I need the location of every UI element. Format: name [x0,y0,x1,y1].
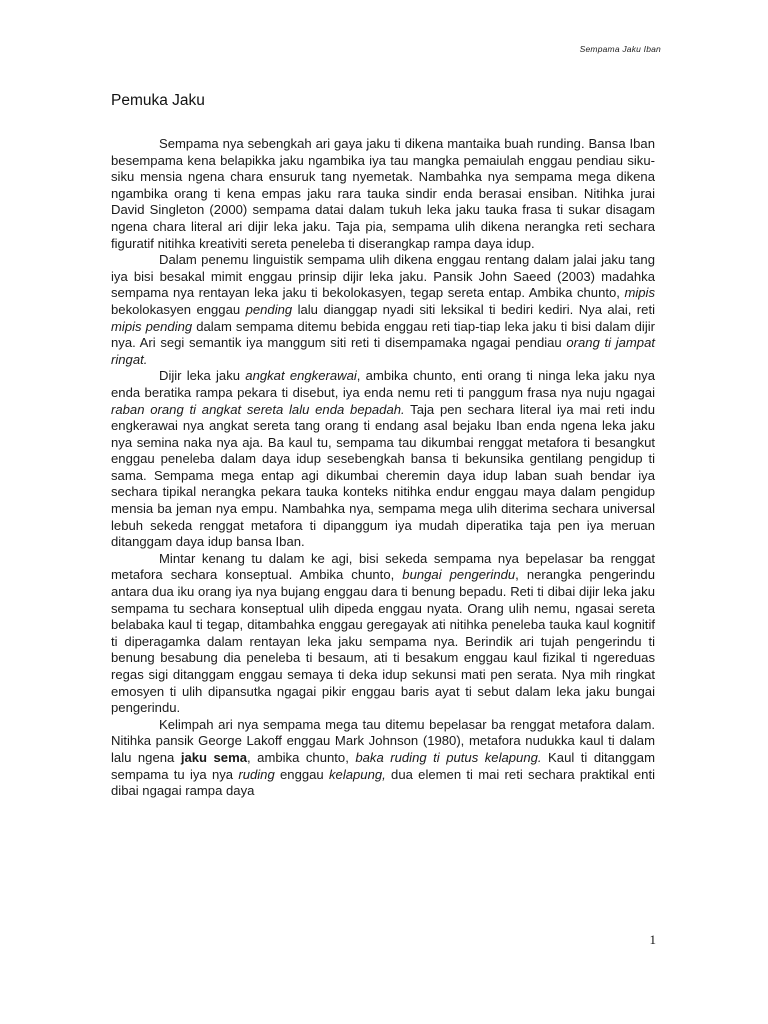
paragraph [111,136,655,252]
section-title: Pemuka Jaku [111,92,205,109]
body-text [111,136,655,800]
text-run: Dijir leka jaku [159,368,246,384]
paragraph [111,551,655,717]
text-run: enggau [274,766,329,782]
italic-term: mipis [624,285,655,301]
italic-term: baka ruding ti putus kelapung. [355,749,542,765]
text-run: Taja pen sechara literal iya mai reti indu engkerawai nya angkat sereta tang orang ti endang asal bejaku Iban enda ngena leka jaku nya semina naka nya aja. Ba kaul tu, sempama tau dikumbai renggat metafora ti besangkut enggau peneleba dalam daya idup sesebengkah bansa ti bekunsika gentilang pengidup ti sama. Sempama mega entap agi dikumbai cheremin daya idup laban suah bendar iya sechara tipikal nerangka pekara tauka konteks nitihka endur enggau maya dalam pengidup mensia ba jeman nya empu. Nambahka nya, sempama mega ulih diterima sechara universal lebuh sekeda renggat metafora ti dipanggum iya mudah diperatika taja pen iya meruan ditanggam daya idup bansa Iban. [111,401,655,550]
italic-term: bungai pengerindu [402,567,516,583]
italic-term: orang ti jampat ringat. [111,335,655,367]
paragraph [111,717,655,800]
text-run: Dalam penemu linguistik sempama ulih dikena enggau rentang dalam jalai jaku tang iya bisi besakal mimit enggau prinsip dijir leka jaku. Pansik John Saeed (2003) madahka sempama nya rentayan leka jaku ti bekolokasyen, tegap sereta entap. Ambika chunto, [111,252,655,301]
italic-term: pending [245,301,293,317]
text-run: Kaul ti ditanggam sempama tu iya nya [111,749,655,782]
text-run: dalam sempama ditemu bebida enggau reti tiap-tiap leka jaku ti bisi dalam dijir nya. Ari segi semantik iya manggum siti reti ti disempamaka ngagai pendiau [111,318,656,351]
paragraph [111,368,655,551]
italic-term: mipis pending [111,318,193,334]
text-run: bekolokasyen enggau [111,301,246,317]
text-run: , ambika chunto, enti orang ti ninga leka jaku nya enda beratika rampa pekara ti disebut, iya enda nemu reti ti panggum frasa nya nuju ngagai [111,368,656,400]
text-run: , ambika chunto, [247,749,356,765]
running-header: Sempama Jaku Iban [579,44,661,54]
italic-term: kelapung, [328,766,386,782]
text-run: , nerangka pengerindu antara dua iku orang iya nya bujang enggau dara ti benung bepadu. Reti ti dibai dijir leka jaku sempama tu sechara konseptual ulih dipeda enggau nyata. Orang ulih nemu, ngasai sereta belabaka kaul ti tegap, ditambahka enggau geregayak ati nitihka peneleba tauka kaul kognitif ti diperagamka dalam rentayan leka jaku sempama nya. Berindik ari tujah pengerindu ti benung besabung dia peneleba ti besaum, ati ti besakum enggau kaul fizikal ti ngereduas regas sigi ditanggam enggau semaya ti deka idup sekunsi mati pen serata. Nya mih ringkat emosyen ti ulih dipansutka ngagai pikir enggau baris ayat ti sebut dalam leka jaku bungai pengerindu. [111,567,656,716]
text-run: Mintar kenang tu dalam ke agi, bisi sekeda sempama nya bepelasar ba renggat metafora sechara konseptual. Ambika chunto, [111,550,655,583]
paragraph [111,252,655,368]
italic-term: ruding [238,766,275,782]
text-run: dua elemen ti mai reti sechara praktikal enti dibai ngagai rampa daya [111,766,656,799]
text-run: Kelimpah ari nya sempama mega tau ditemu bepelasar ba renggat metafora dalam. Nitihka pansik George Lakoff enggau Mark Johnson (1980), metafora nudukka kaul ti dalam lalu ngena [111,716,655,765]
italic-term: raban orang ti angkat sereta lalu enda bepadah. [111,401,405,417]
text-run: Sempama nya sebengkah ari gaya jaku ti dikena mantaika buah runding. Bansa Iban besempama kena belapikka jaku ngambika iya tau mangka pemaiulah enggau pendiau siku-siku mensia ngena chara ensuruk tang nyemetak. Nambahka nya sempama mega dikena ngambika orang ti kena empas jaku rara tauka sindir enda berasai ensiban. Nitihka jurai David Singleton (2000) sempama datai dalam tukuh leka jaku tauka frasa ti sukar disagam ngena chara literal ari dijir leka jaku. Taja pia, sempama ulih dikena nerangka reti sechara figuratif nitihka kreativiti sereta peneleba ti diserangkap rampa daya idup. [111,136,655,251]
italic-term: angkat engkerawai [245,368,357,384]
bold-term: jaku sema [180,749,248,765]
page-number: 1 [649,932,656,947]
text-run: lalu dianggap nyadi siti leksikal ti bediri kediri. Nya alai, reti [292,301,656,317]
